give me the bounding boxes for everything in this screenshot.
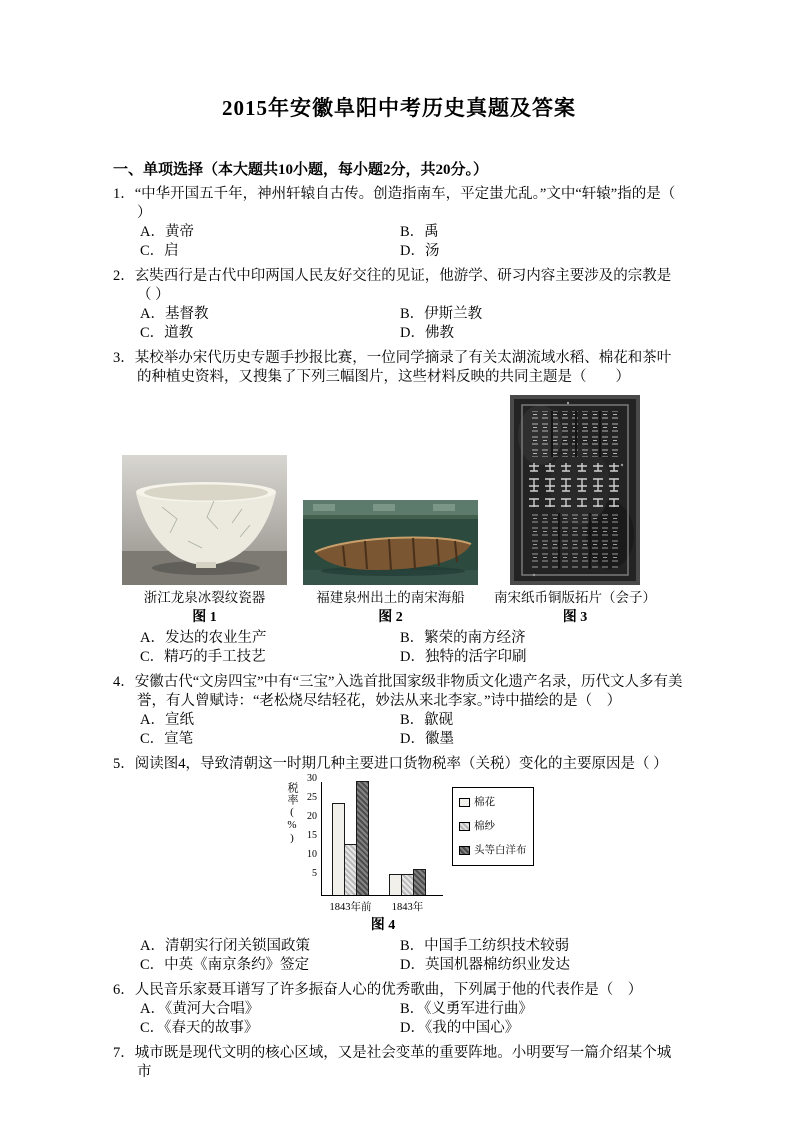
bar-group [329,781,372,913]
question-6-options-row-1 [113,1000,685,1019]
question-4-options-row-2 [113,730,685,749]
question-4 [113,673,685,749]
option-3b: B．繁荣的南方经济 [400,630,526,646]
legend-item [459,793,527,812]
question-7-text [113,1044,685,1082]
option-2d: D．佛教 [400,325,454,341]
question-body: 安徽古代“文房四宝”中有“三宝”入选首批国家级非物质文化遗产名录，历代文人多有美誉，有人曾赋诗：“老松烧尽结轻花，妙法从来北李家。”诗中描绘的是（ ） [134,674,683,709]
question-6 [113,981,685,1038]
question-body: 城市既是现代文明的核心区域，又是社会变革的重要阵地。小明要写一篇介绍某个城市 [134,1045,672,1080]
y-tick-label: 20 [307,811,317,822]
question-1-options-row-1 [113,223,685,242]
question-3-options-row-2 [113,648,685,667]
option-1b: B．禹 [400,224,439,240]
question-body: 阅读图4，导致清朝这一时期几种主要进口货物税率（关税）变化的主要原因是（ ） [134,756,668,772]
question-number: 6． [113,982,135,998]
legend-swatch [459,798,470,807]
question-number: 3． [113,350,135,366]
x-axis-label: 1843年前 [329,902,372,913]
legend-item [459,841,527,860]
legend-label: 棉花 [474,797,495,808]
question-1-text [113,185,685,223]
question-number: 1． [113,186,135,202]
figure-1 [122,455,287,627]
question-body: 人民音乐家聂耳谱写了许多振奋人心的优秀歌曲，下列属于他的代表作是（ ） [134,982,643,998]
option-2c: C．道教 [140,325,194,341]
option-6c: C．《春天的故事》 [140,1020,259,1036]
option-3c: C．精巧的手工技艺 [140,649,266,665]
figure-3 [494,395,656,627]
question-1-options-row-2 [113,242,685,261]
bar-头等白洋布-1843年前 [356,781,369,895]
question-3 [113,349,685,667]
chart-plot-area [321,782,443,913]
question-5-options-row-1 [113,937,685,956]
option-5b: B．中国手工纺织技术较弱 [400,938,570,954]
option-2b: B．伊斯兰教 [400,306,483,322]
option-4a: A．宣纸 [140,712,194,728]
option-5d: D．英国机器棉纺织业发达 [400,957,570,973]
option-3a: A．发达的农业生产 [140,630,267,646]
legend-swatch [459,822,470,831]
y-tick-label: 30 [307,773,317,784]
question-2-options-row-2 [113,324,685,343]
bar-group [389,869,426,913]
question-1 [113,185,685,261]
figure-2 [303,500,478,627]
legend-label: 棉纱 [474,821,495,832]
option-2a: A．基督教 [140,306,209,322]
question-5 [113,755,685,975]
paper-money-rubbing-image [510,395,640,585]
figure-3-label: 图 3 [562,610,588,625]
document-content [113,92,685,1082]
question-3-text [113,349,685,387]
option-6b: B．《义勇军进行曲》 [400,1001,533,1017]
question-2 [113,267,685,343]
figure-2-caption: 福建泉州出土的南宋海船 [316,590,465,605]
figure-2-label: 图 2 [378,610,403,625]
chart-caption: 图 4 [370,918,396,933]
x-axis-label: 1843年 [391,902,424,913]
legend-item [459,817,527,836]
question-4-options-row-1 [113,711,685,730]
option-1a: A．黄帝 [140,224,194,240]
question-number: 2． [113,268,135,284]
tax-rate-chart [285,773,685,935]
question-body: “中华开国五千年，神州轩辕自古传。创造指南车，平定蚩尤乱。”文中“轩辕”指的是（ ） [134,186,676,221]
y-tick-label: 10 [307,849,317,860]
question-number: 5． [113,756,135,772]
question-body: 某校举办宋代历史专题手抄报比赛，一位同学摘录了有关太湖流域水稻、棉花和茶叶的种植史资料，又搜集了下列三幅图片，这些材料反映的共同主题是（ ） [134,350,672,385]
question-body: 玄奘西行是古代中印两国人民友好交往的见证，他游学、研习内容主要涉及的宗教是（ ） [134,268,672,303]
option-4c: C．宣笔 [140,731,194,747]
y-tick-label: 15 [307,830,317,841]
legend-swatch [459,846,470,855]
question-2-options-row-1 [113,305,685,324]
legend-label: 头等白洋布 [474,845,527,856]
chart-y-ticks [301,773,321,896]
question-3-options-row-1 [113,629,685,648]
section-heading: 一、单项选择（本大题共10小题，每小题2分，共20分。） [113,162,489,178]
figure-1-label: 图 1 [192,610,217,625]
page-title: 2015年安徽阜阳中考历史真题及答案 [222,96,576,120]
chart-y-axis-label: 税率(%) [286,782,298,845]
question-3-figures [113,395,685,627]
song-ship-image [303,500,478,585]
bar-头等白洋布-1843年 [413,869,426,895]
option-6d: D．《我的中国心》 [400,1020,520,1036]
question-6-options-row-2 [113,1019,685,1038]
question-4-text [113,673,685,711]
option-3d: D．独特的活字印刷 [400,649,527,665]
question-number: 4． [113,674,135,690]
question-7 [113,1044,685,1082]
question-6-text [113,981,685,1000]
question-5-options-row-2 [113,956,685,975]
option-5c: C．中英《南京条约》签定 [140,957,310,973]
question-5-text [113,755,685,774]
option-6a: A．《黄河大合唱》 [140,1001,260,1017]
option-1d: D．汤 [400,243,440,259]
option-1c: C．启 [140,243,179,259]
chart-box [285,773,685,913]
question-number: 7． [113,1045,135,1061]
y-tick-label: 5 [312,868,317,879]
figure-3-caption: 南宋纸币铜版拓片（会子） [494,590,656,605]
option-4d: D．徽墨 [400,731,454,747]
chart-legend [452,787,534,866]
question-2-text [113,267,685,305]
option-4b: B．歙砚 [400,712,454,728]
option-5a: A．清朝实行闭关锁国政策 [140,938,310,954]
y-tick-label: 25 [307,792,317,803]
figure-1-caption: 浙江龙泉冰裂纹瓷器 [143,590,266,605]
porcelain-bowl-image [122,455,287,585]
